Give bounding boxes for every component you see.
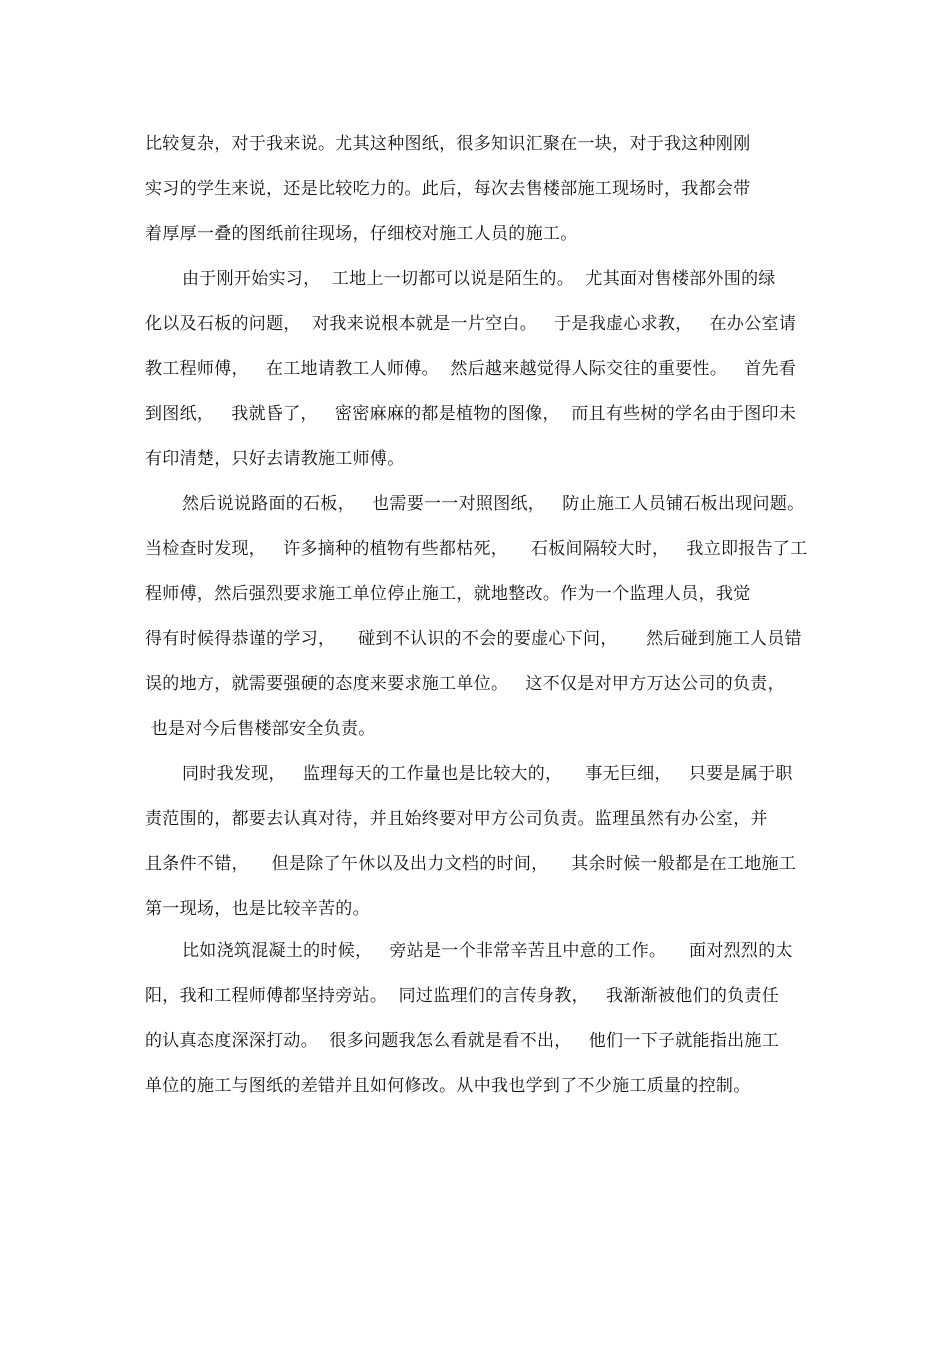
text-line: 且条件不错， 但是除了午休以及出力文档的时间， 其余时候一般都是在工地施工 (145, 854, 797, 874)
text-line: 比如浇筑混凝土的时候， 旁站是一个非常辛苦且中意的工作。 面对烈烈的太 (182, 941, 793, 961)
text-line: 也是对今后售楼部安全负责。 (145, 719, 376, 739)
text-line: 同时我发现， 监理每天的工作量也是比较大的， 事无巨细， 只要是属于职 (182, 764, 793, 784)
text-line: 程师傅，然后强烈要求施工单位停止施工，就地整改。作为一个监理人员，我觉 (145, 584, 751, 604)
text-line: 着厚厚一叠的图纸前往现场，仔细校对施工人员的施工。 (145, 224, 578, 244)
text-line: 单位的施工与图纸的差错并且如何修改。从中我也学到了不少施工质量的控制。 (145, 1076, 751, 1096)
text-line: 的认真态度深深打动。 很多问题我怎么看就是看不出， 他们一下子就能指出施工 (145, 1031, 780, 1051)
text-line: 第一现场，也是比较辛苦的。 (145, 899, 370, 919)
text-line: 比较复杂，对于我来说。尤其这种图纸，很多知识汇聚在一块，对于我这种刚刚 (145, 134, 751, 154)
text-line: 有印清楚，只好去请教施工师傅。 (145, 449, 405, 469)
text-line: 得有时候得恭谨的学习， 碰到不认识的不会的要虚心下问， 然后碰到施工人员错 (145, 629, 802, 649)
text-line: 化以及石板的问题， 对我来说根本就是一片空白。 于是我虚心求教， 在办公室请 (145, 314, 797, 334)
text-line: 然后说说路面的石板， 也需要一一对照图纸， 防止施工人员铺石板出现问题。 (182, 494, 805, 514)
text-line: 误的地方，就需要强硬的态度来要求施工单位。 这不仅是对甲方万达公司的负责， (145, 674, 785, 694)
text-line: 到图纸， 我就昏了， 密密麻麻的都是植物的图像， 而且有些树的学名由于图印未 (145, 404, 797, 424)
text-line: 实习的学生来说，还是比较吃力的。此后，每次去售楼部施工现场时，我都会带 (145, 179, 751, 199)
text-line: 当检查时发现， 许多摘种的植物有些都枯死， 石板间隔较大时， 我立即报告了工 (145, 539, 808, 559)
text-line: 阳，我和工程师傅都坚持旁站。 同过监理们的言传身教， 我渐渐被他们的负责任 (145, 986, 780, 1006)
text-line: 责范围的，都要去认真对待，并且始终要对甲方公司负责。监理虽然有办公室，并 (145, 809, 768, 829)
text-line: 由于刚开始实习， 工地上一切都可以说是陌生的。 尤其面对售楼部外围的绿 (182, 269, 776, 289)
text-line: 教工程师傅， 在工地请教工人师傅。 然后越来越觉得人际交往的重要性。 首先看 (145, 359, 797, 379)
